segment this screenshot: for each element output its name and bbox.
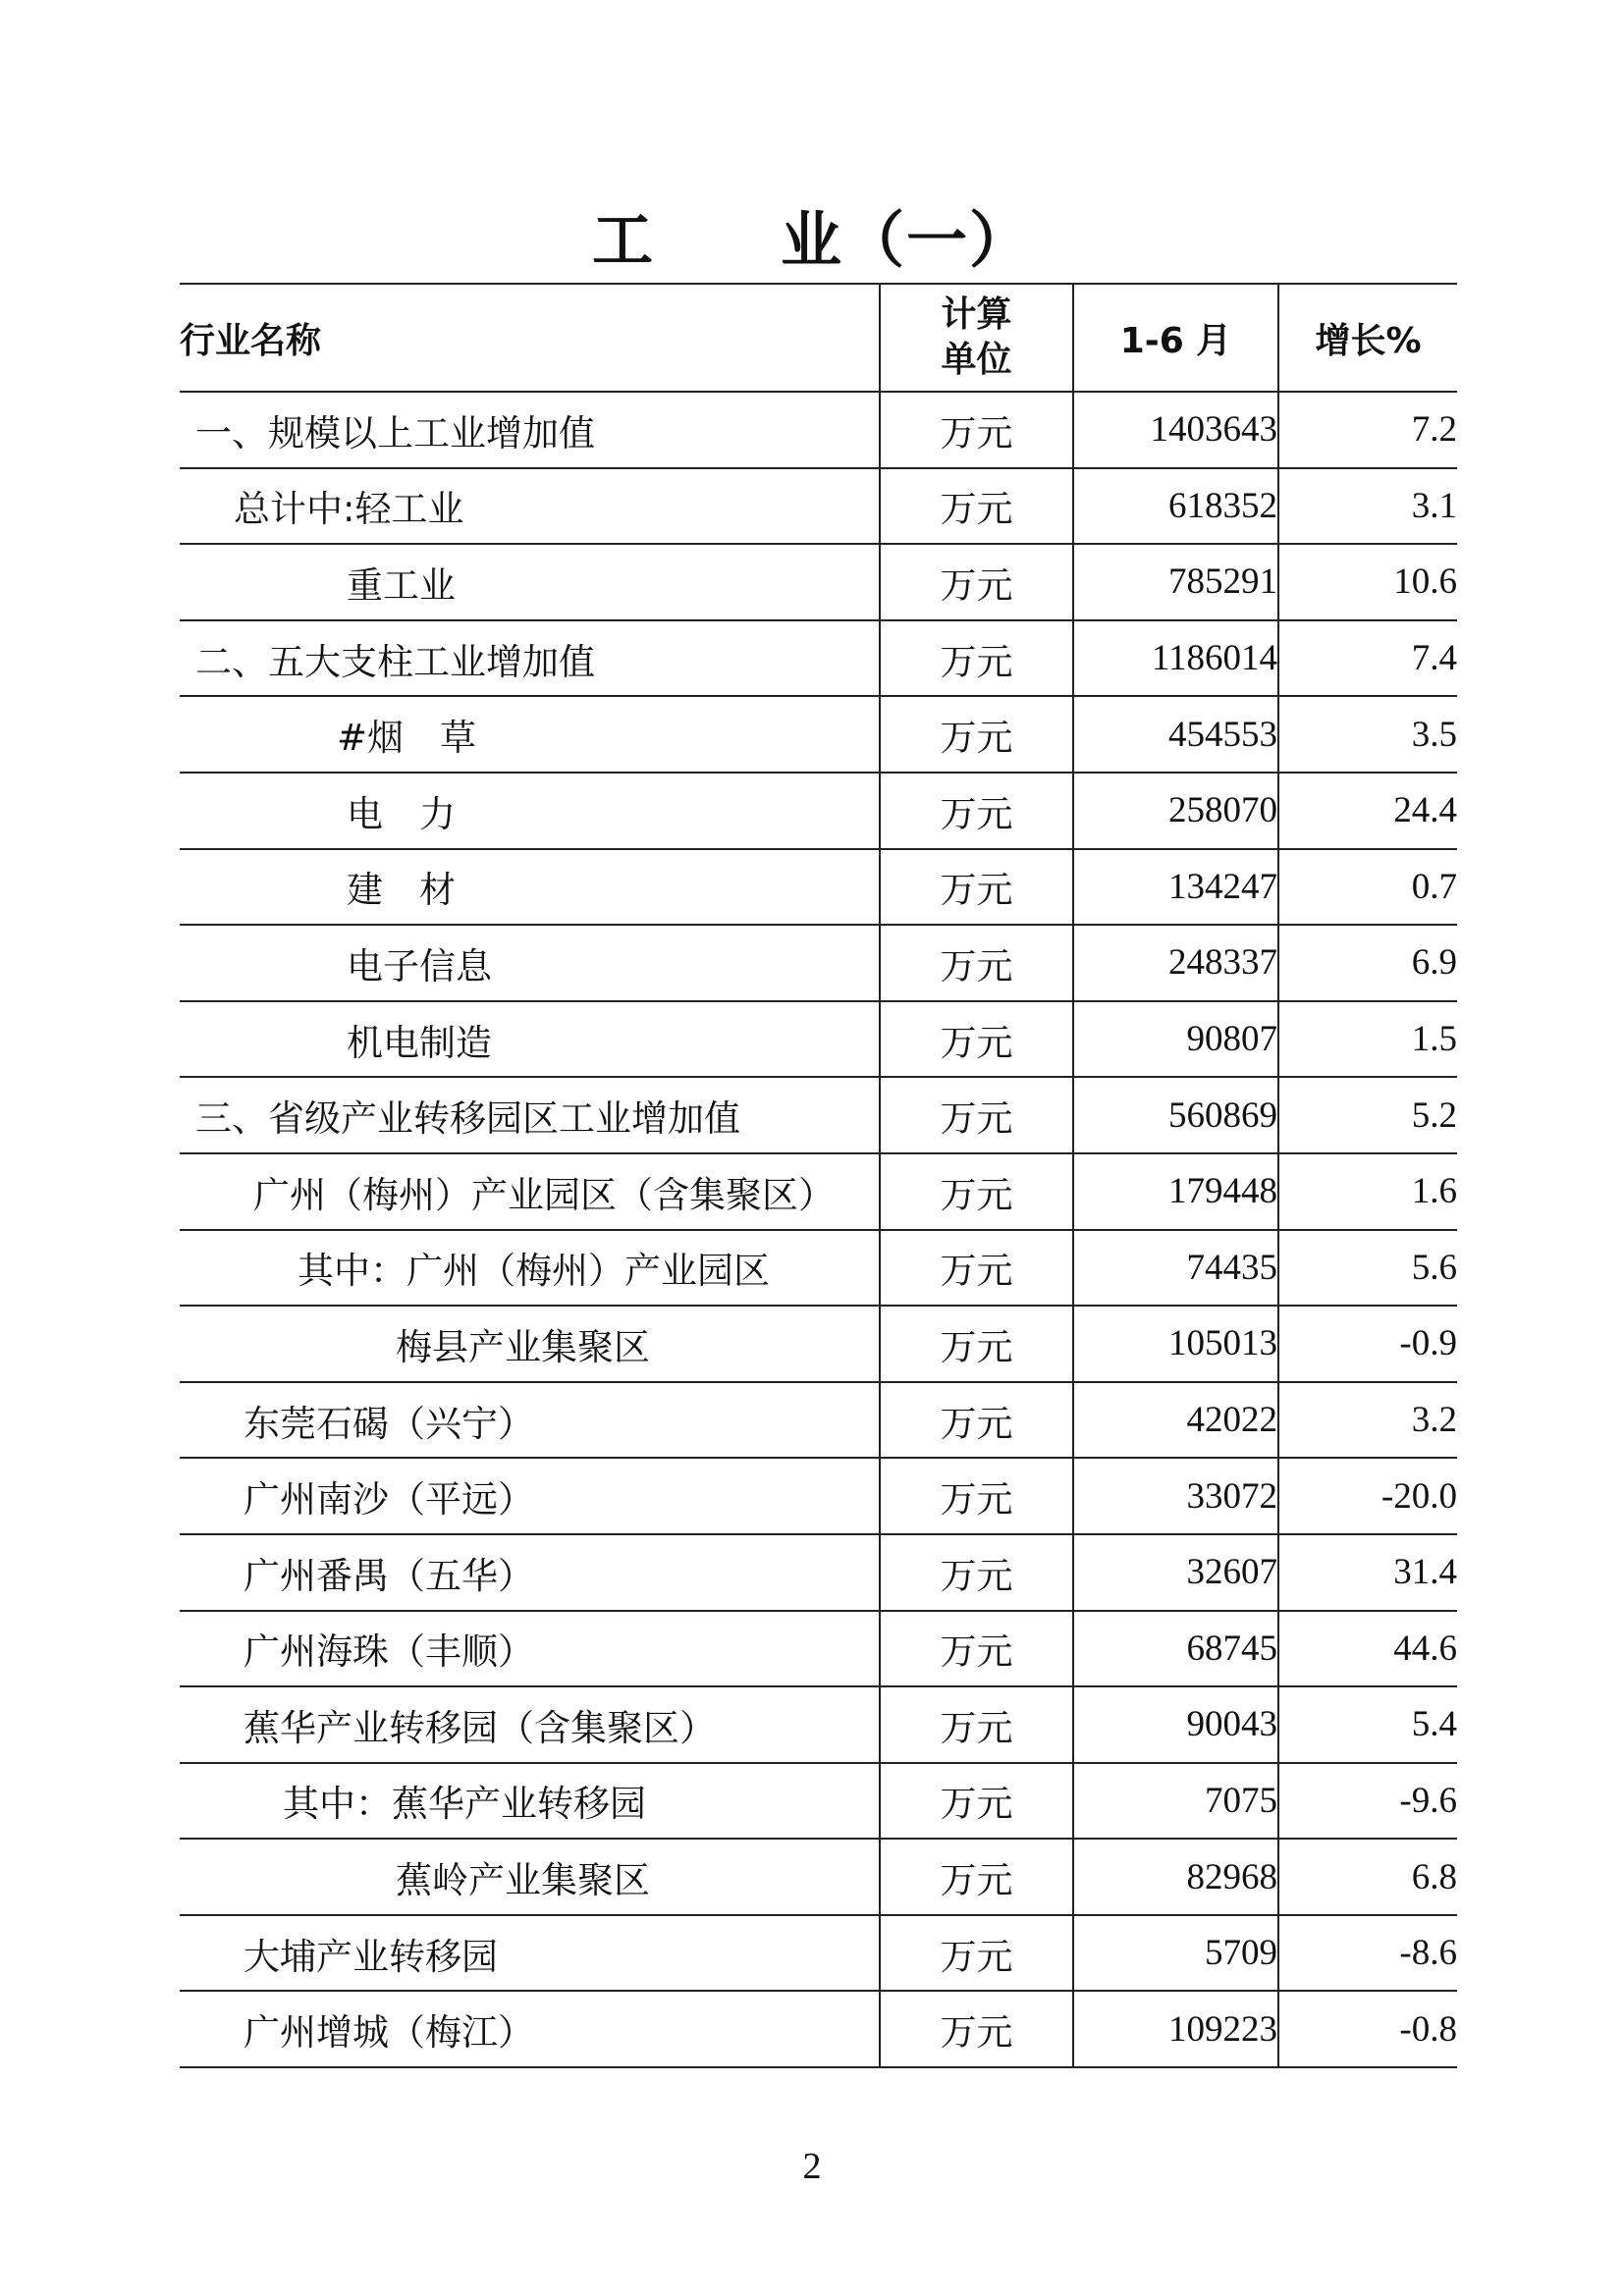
growth-cell: 7.2 <box>1278 392 1457 468</box>
unit-cell: 万元 <box>880 1001 1073 1078</box>
table-row <box>180 849 1457 926</box>
industry-name-cell: 电子信息 <box>180 925 880 1001</box>
growth-cell: 24.4 <box>1278 773 1457 849</box>
unit-cell: 万元 <box>880 468 1073 545</box>
unit-cell: 万元 <box>880 1763 1073 1840</box>
table-row <box>180 1153 1457 1230</box>
table-header-row <box>180 284 1457 392</box>
header-period: 1-6 月 <box>1073 284 1278 392</box>
industry-name-cell: 广州海珠（丰顺） <box>180 1611 880 1687</box>
industry-name-cell: 广州增城（梅江） <box>180 1991 880 2067</box>
industry-name-cell: 东莞石碣（兴宁） <box>180 1382 880 1459</box>
value-cell: 90807 <box>1073 1001 1278 1078</box>
growth-cell: 3.5 <box>1278 696 1457 773</box>
growth-cell: 3.2 <box>1278 1382 1457 1459</box>
value-cell: 560869 <box>1073 1077 1278 1153</box>
value-cell: 258070 <box>1073 773 1278 849</box>
value-cell: 7075 <box>1073 1763 1278 1840</box>
value-cell: 134247 <box>1073 849 1278 926</box>
unit-cell: 万元 <box>880 1153 1073 1230</box>
growth-cell: -0.8 <box>1278 1991 1457 2067</box>
value-cell: 1186014 <box>1073 620 1278 697</box>
growth-cell: 7.4 <box>1278 620 1457 697</box>
unit-cell: 万元 <box>880 1991 1073 2067</box>
unit-cell: 万元 <box>880 1686 1073 1763</box>
growth-cell: 1.5 <box>1278 1001 1457 1078</box>
value-cell: 785291 <box>1073 544 1278 620</box>
growth-cell: 5.2 <box>1278 1077 1457 1153</box>
header-industry-name: 行业名称 <box>180 284 880 392</box>
growth-cell: 10.6 <box>1278 544 1457 620</box>
growth-cell: 5.4 <box>1278 1686 1457 1763</box>
table-row <box>180 696 1457 773</box>
unit-cell: 万元 <box>880 544 1073 620</box>
value-cell: 109223 <box>1073 1991 1278 2067</box>
value-cell: 42022 <box>1073 1382 1278 1459</box>
table-row <box>180 1534 1457 1611</box>
value-cell: 5709 <box>1073 1915 1278 1992</box>
table-row <box>180 1915 1457 1992</box>
industry-name-cell: 其中：蕉华产业转移园 <box>180 1763 880 1840</box>
table-row <box>180 620 1457 697</box>
table-row <box>180 1001 1457 1078</box>
growth-cell: 6.9 <box>1278 925 1457 1001</box>
unit-cell: 万元 <box>880 1915 1073 1992</box>
growth-cell: 31.4 <box>1278 1534 1457 1611</box>
header-growth: 增长% <box>1278 284 1457 392</box>
unit-cell: 万元 <box>880 1534 1073 1611</box>
table-row <box>180 1306 1457 1382</box>
industry-name-cell: 其中：广州（梅州）产业园区 <box>180 1230 880 1307</box>
header-unit-line2: 单位 <box>941 340 1012 380</box>
table-row <box>180 925 1457 1001</box>
value-cell: 33072 <box>1073 1458 1278 1534</box>
value-cell: 179448 <box>1073 1153 1278 1230</box>
growth-cell: 0.7 <box>1278 849 1457 926</box>
table-row <box>180 468 1457 545</box>
value-cell: 105013 <box>1073 1306 1278 1382</box>
value-cell: 454553 <box>1073 696 1278 773</box>
table-row <box>180 773 1457 849</box>
growth-cell: 3.1 <box>1278 468 1457 545</box>
industry-stats-table <box>180 283 1457 2068</box>
unit-cell: 万元 <box>880 1839 1073 1915</box>
unit-cell: 万元 <box>880 1306 1073 1382</box>
industry-name-cell: 蕉岭产业集聚区 <box>180 1839 880 1915</box>
value-cell: 74435 <box>1073 1230 1278 1307</box>
growth-cell: -20.0 <box>1278 1458 1457 1534</box>
industry-name-cell: 广州番禺（五华） <box>180 1534 880 1611</box>
industry-name-cell: 广州（梅州）产业园区（含集聚区） <box>180 1153 880 1230</box>
table-row <box>180 1839 1457 1915</box>
industry-name-cell: 总计中:轻工业 <box>180 468 880 545</box>
value-cell: 90043 <box>1073 1686 1278 1763</box>
growth-cell: 5.6 <box>1278 1230 1457 1307</box>
industry-name-cell: 大埔产业转移园 <box>180 1915 880 1992</box>
table-row <box>180 1991 1457 2067</box>
industry-name-cell: 广州南沙（平远） <box>180 1458 880 1534</box>
unit-cell: 万元 <box>880 620 1073 697</box>
value-cell: 248337 <box>1073 925 1278 1001</box>
unit-cell: 万元 <box>880 925 1073 1001</box>
unit-cell: 万元 <box>880 1382 1073 1459</box>
unit-cell: 万元 <box>880 1230 1073 1307</box>
table-row <box>180 1763 1457 1840</box>
growth-cell: -8.6 <box>1278 1915 1457 1992</box>
table-row <box>180 1382 1457 1459</box>
growth-cell: -0.9 <box>1278 1306 1457 1382</box>
table-row <box>180 1458 1457 1534</box>
industry-name-cell: 三、省级产业转移园区工业增加值 <box>180 1077 880 1153</box>
unit-cell: 万元 <box>880 392 1073 468</box>
industry-name-cell: 电 力 <box>180 773 880 849</box>
unit-cell: 万元 <box>880 773 1073 849</box>
value-cell: 618352 <box>1073 468 1278 545</box>
value-cell: 1403643 <box>1073 392 1278 468</box>
value-cell: 82968 <box>1073 1839 1278 1915</box>
table-body <box>180 392 1457 2067</box>
growth-cell: 6.8 <box>1278 1839 1457 1915</box>
growth-cell: 1.6 <box>1278 1153 1457 1230</box>
industry-name-cell: 梅县产业集聚区 <box>180 1306 880 1382</box>
industry-name-cell: #烟 草 <box>180 696 880 773</box>
header-unit <box>880 284 1073 392</box>
table-row <box>180 1686 1457 1763</box>
industry-name-cell: 蕉华产业转移园（含集聚区） <box>180 1686 880 1763</box>
unit-cell: 万元 <box>880 1077 1073 1153</box>
table-row <box>180 392 1457 468</box>
header-unit-line1: 计算 <box>941 294 1012 335</box>
table-row <box>180 1611 1457 1687</box>
unit-cell: 万元 <box>880 1611 1073 1687</box>
value-cell: 68745 <box>1073 1611 1278 1687</box>
industry-name-cell: 机电制造 <box>180 1001 880 1078</box>
table-row <box>180 1077 1457 1153</box>
page-title: 工 业（一） <box>591 204 1032 276</box>
table-row <box>180 1230 1457 1307</box>
industry-name-cell: 二、五大支柱工业增加值 <box>180 620 880 697</box>
unit-cell: 万元 <box>880 849 1073 926</box>
value-cell: 32607 <box>1073 1534 1278 1611</box>
unit-cell: 万元 <box>880 696 1073 773</box>
table-row <box>180 544 1457 620</box>
unit-cell: 万元 <box>880 1458 1073 1534</box>
page-number: 2 <box>802 2146 822 2187</box>
industry-name-cell: 建 材 <box>180 849 880 926</box>
growth-cell: 44.6 <box>1278 1611 1457 1687</box>
industry-name-cell: 重工业 <box>180 544 880 620</box>
growth-cell: -9.6 <box>1278 1763 1457 1840</box>
industry-name-cell: 一、规模以上工业增加值 <box>180 392 880 468</box>
